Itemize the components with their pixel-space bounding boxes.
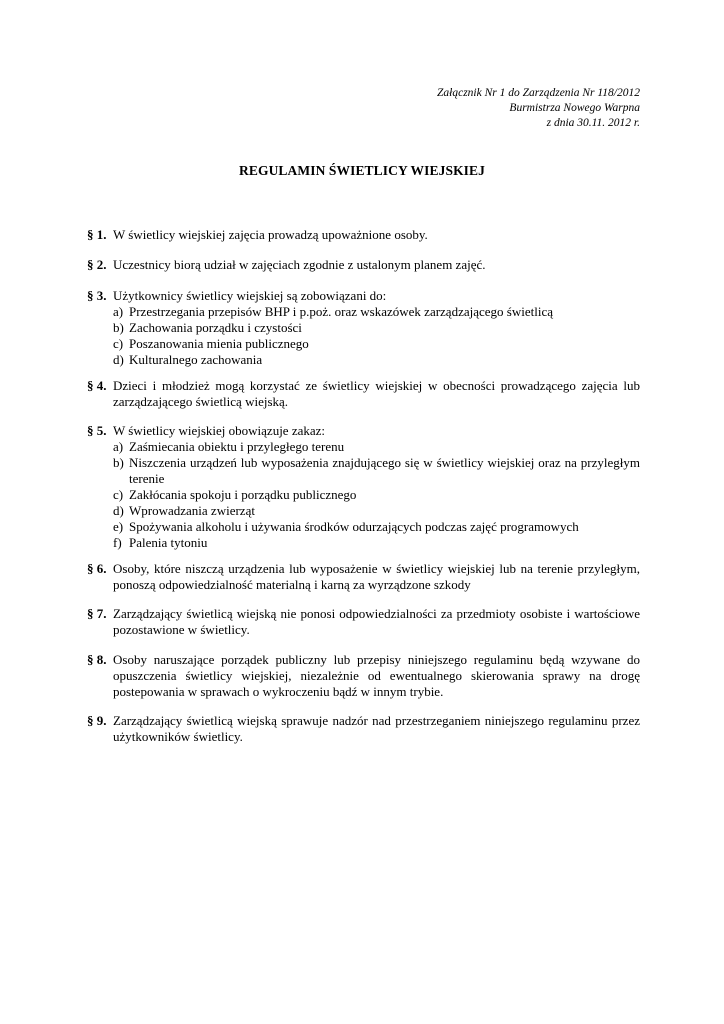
list-item-letter: c) [113,487,124,502]
section-5 [87,423,640,551]
section-text: Zarządzający świetlicą wiejską nie ponosi odpowiedzialności za przedmioty osobiste i wartościowe pozostawione w świetlicy. [113,606,640,637]
header-line-1: Załącznik Nr 1 do Zarządzenia Nr 118/2012 [437,87,640,99]
header-line-3: z dnia 30.11. 2012 r. [546,117,640,129]
list-item-text: Przestrzegania przepisów BHP i p.poż. oraz wskazówek zarządzającego świetlicą [129,304,553,319]
section-text: Osoby naruszające porządek publiczny lub przepisy niniejszego regulaminu będą wzywane do opuszczenia świetlicy wiejskiej, niezależnie od ewentualnego skierowania sprawy na drogę postepowania w sprawach o wykroczeniu bądź w innym trybie. [113,652,640,699]
obligations-list [113,304,640,368]
list-item-letter: b) [113,320,124,335]
section-number: § 2. [87,257,107,272]
section-text: Zarządzający świetlicą wiejską sprawuje nadzór nad przestrzeganiem niniejszego regulaminu przez użytkowników świetlicy. [113,713,640,744]
list-item [113,439,640,455]
list-item-text: Zakłócania spokoju i porządku publicznego [129,487,357,502]
section-text: Dzieci i młodzież mogą korzystać ze świetlicy wiejskiej w obecności prowadzącego zajęcia lub zarządzającego świetlicą wiejską. [113,378,640,409]
section-9 [87,713,640,745]
section-text: W świetlicy wiejskiej zajęcia prowadzą upoważnione osoby. [113,227,428,242]
list-item [113,535,640,551]
list-item-letter: b) [113,455,124,470]
section-text: Uczestnicy biorą udział w zajęciach zgodnie z ustalonym planem zajęć. [113,257,486,272]
list-item-text: Kulturalnego zachowania [129,352,263,367]
list-item-text: Spożywania alkoholu i używania środków odurzających podczas zajęć programowych [129,519,579,534]
section-1 [87,227,640,243]
list-item [113,503,640,519]
list-item [113,487,640,503]
list-item-letter: c) [113,336,124,351]
list-item-letter: d) [113,352,124,367]
section-2 [87,257,640,273]
list-item-letter: f) [113,535,122,550]
list-item [113,320,640,336]
list-item [113,519,640,535]
list-item [113,455,640,487]
section-number: § 8. [87,652,107,667]
section-number: § 3. [87,288,107,303]
section-text: Użytkownicy świetlicy wiejskiej są zobowiązani do: [113,288,387,303]
list-item-text: Zaśmiecania obiektu i przyległego terenu [129,439,345,454]
document-title: REGULAMIN ŚWIETLICY WIEJSKIEJ [239,163,485,178]
list-item-text: Zachowania porządku i czystości [129,320,302,335]
list-item-text: Wprowadzania zwierząt [129,503,255,518]
section-number: § 5. [87,423,107,438]
list-item-text: Poszanowania mienia publicznego [129,336,309,351]
list-item-letter: a) [113,304,124,319]
list-item [113,352,640,368]
list-item-letter: d) [113,503,124,518]
section-number: § 9. [87,713,107,728]
section-text: Osoby, które niszczą urządzenia lub wyposażenie w świetlicy wiejskiej lub na terenie przyległym, ponoszą odpowiedzialność materialną i karną za wyrządzone szkody [113,561,640,592]
section-text: W świetlicy wiejskiej obowiązuje zakaz: [113,423,326,438]
list-item [113,336,640,352]
list-item [113,304,640,320]
section-number: § 1. [87,227,107,242]
section-number: § 7. [87,606,107,621]
list-item-text: Niszczenia urządzeń lub wyposażenia znajdującego się w świetlicy wiejskiej oraz na przyległym terenie [129,455,640,486]
section-6 [87,561,640,593]
section-number: § 4. [87,378,107,393]
section-number: § 6. [87,561,107,576]
list-item-letter: e) [113,519,124,534]
section-3 [87,288,640,368]
prohibitions-list [113,439,640,551]
list-item-text: Palenia tytoniu [129,535,208,550]
section-7 [87,606,640,638]
attachment-header [437,86,640,131]
section-8 [87,652,640,700]
section-4 [87,378,640,410]
list-item-letter: a) [113,439,124,454]
header-line-2: Burmistrza Nowego Warpna [509,102,640,114]
